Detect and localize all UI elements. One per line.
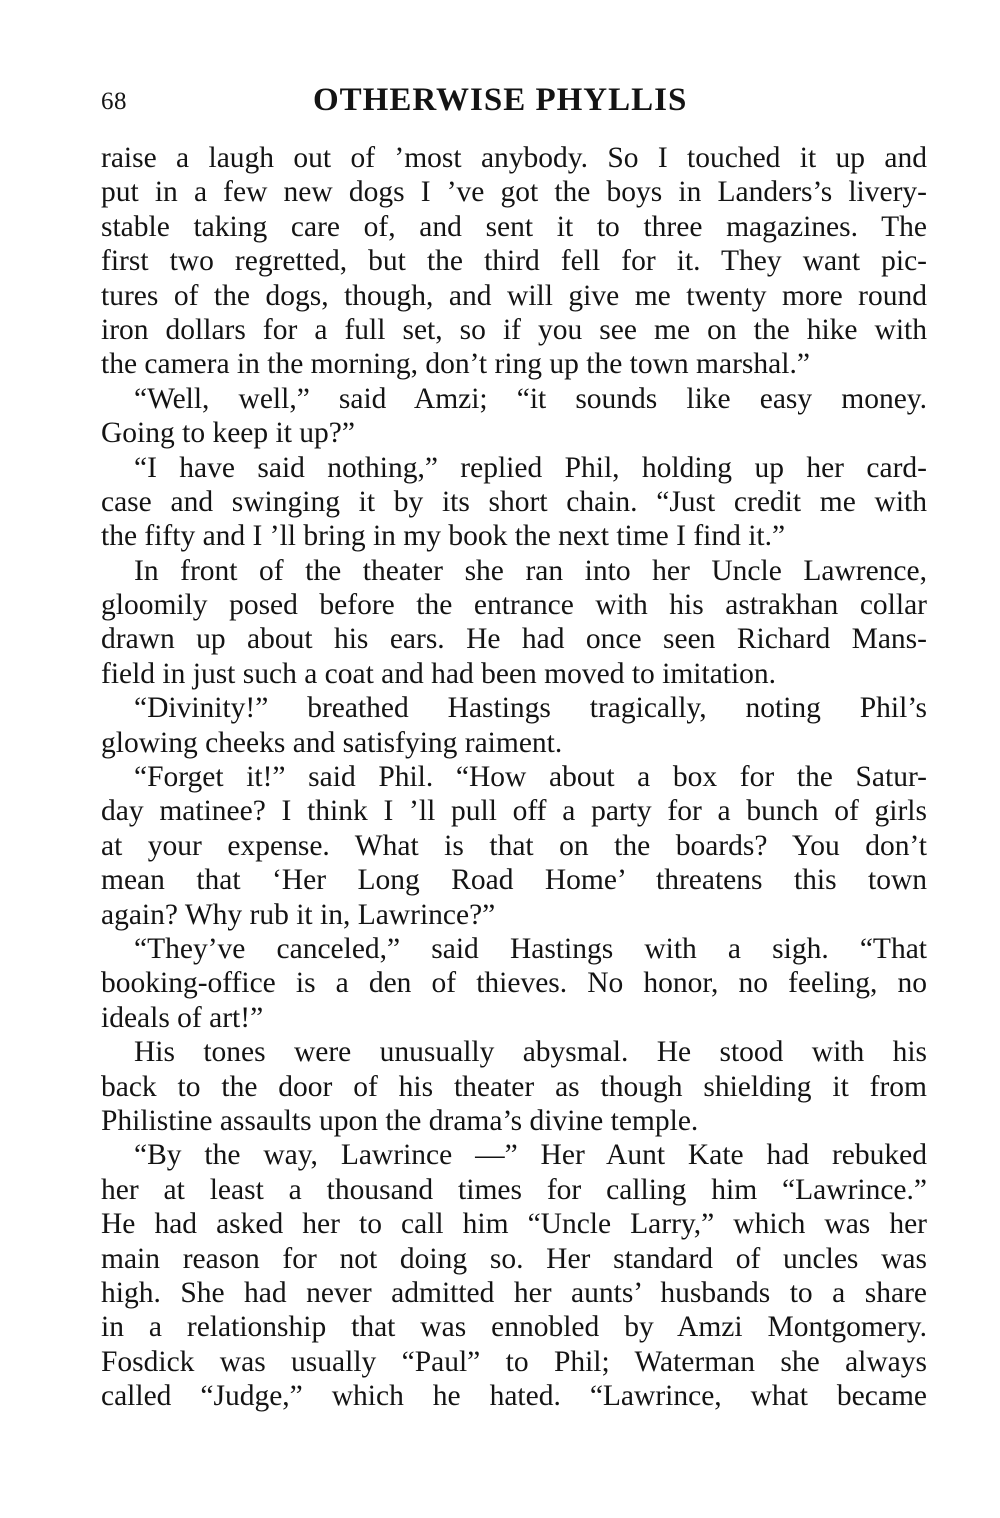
text-line: “Forget it!” said Phil. “How about a box for the Satur-: [134, 761, 927, 794]
text-line: back to the door of his theater as though shielding it from: [101, 1070, 927, 1103]
text-line: gloomily posed before the entrance with his astrakhan collar: [101, 589, 927, 622]
text-line: mean that ‘Her Long Road Home’ threatens this town: [101, 864, 927, 897]
text-line: “By the way, Lawrince —” Her Aunt Kate had rebuked: [134, 1139, 927, 1172]
text-line: in a relationship that was ennobled by Amzi Montgomery.: [101, 1311, 927, 1344]
text-line: case and swinging it by its short chain. “Just credit me with: [101, 485, 927, 518]
text-line: her at least a thousand times for calling him “Lawrince.”: [101, 1173, 927, 1206]
text-line: called “Judge,” which he hated. “Lawrince, what became: [101, 1380, 927, 1413]
text-line: stable taking care of, and sent it to three magazines. The: [101, 210, 927, 243]
text-line: Philistine assaults upon the drama’s divine temple.: [101, 1104, 699, 1137]
text-line: “Well, well,” said Amzi; “it sounds like easy money.: [134, 382, 927, 415]
running-head: OTHERWISE PHYLLIS: [313, 82, 688, 118]
text-line: “Divinity!” breathed Hastings tragically, noting Phil’s: [134, 692, 927, 725]
text-line: He had asked her to call him “Uncle Larry,” which was her: [101, 1208, 927, 1241]
text-line: “They’ve canceled,” said Hastings with a sigh. “That: [134, 932, 927, 965]
text-line: His tones were unusually abysmal. He stood with his: [134, 1036, 927, 1069]
text-line: raise a laugh out of ’most anybody. So I touched it up and: [101, 142, 927, 174]
text-line: the camera in the morning, don’t ring up the town marshal.”: [101, 348, 810, 381]
text-line: In front of the theater she ran into her Uncle Lawrence,: [134, 554, 927, 587]
text-line: iron dollars for a full set, so if you see me on the hike with: [101, 313, 927, 346]
text-line: field in just such a coat and had been moved to imitation.: [101, 657, 777, 690]
text-line: tures of the dogs, though, and will give me twenty more round: [101, 279, 927, 312]
text-line: the fifty and I ’ll bring in my book the next time I find it.”: [101, 520, 786, 553]
text-line: put in a few new dogs I ’ve got the boys in Landers’s livery-: [101, 176, 927, 209]
text-line: again? Why rub it in, Lawrince?”: [101, 898, 496, 931]
body-text: [101, 141, 927, 1413]
text-line: Going to keep it up?”: [101, 417, 355, 450]
text-line: drawn up about his ears. He had once seen Richard Mans-: [101, 623, 927, 656]
text-line: main reason for not doing so. Her standard of uncles was: [101, 1242, 927, 1275]
text-line: booking-office is a den of thieves. No honor, no feeling, no: [101, 967, 927, 1000]
text-line: day matinee? I think I ’ll pull off a party for a bunch of girls: [101, 795, 927, 828]
page-header: [101, 82, 927, 122]
text-line: ideals of art!”: [101, 1001, 264, 1034]
text-line: at your expense. What is that on the boards? You don’t: [101, 829, 927, 862]
text-line: Fosdick was usually “Paul” to Phil; Waterman she always: [101, 1345, 927, 1378]
page-number: 68: [101, 88, 127, 115]
text-line: “I have said nothing,” replied Phil, holding up her card-: [134, 451, 927, 484]
text-line: first two regretted, but the third fell for it. They want pic-: [101, 245, 927, 278]
text-line: high. She had never admitted her aunts’ husbands to a share: [101, 1276, 927, 1309]
text-line: glowing cheeks and satisfying raiment.: [101, 726, 563, 759]
